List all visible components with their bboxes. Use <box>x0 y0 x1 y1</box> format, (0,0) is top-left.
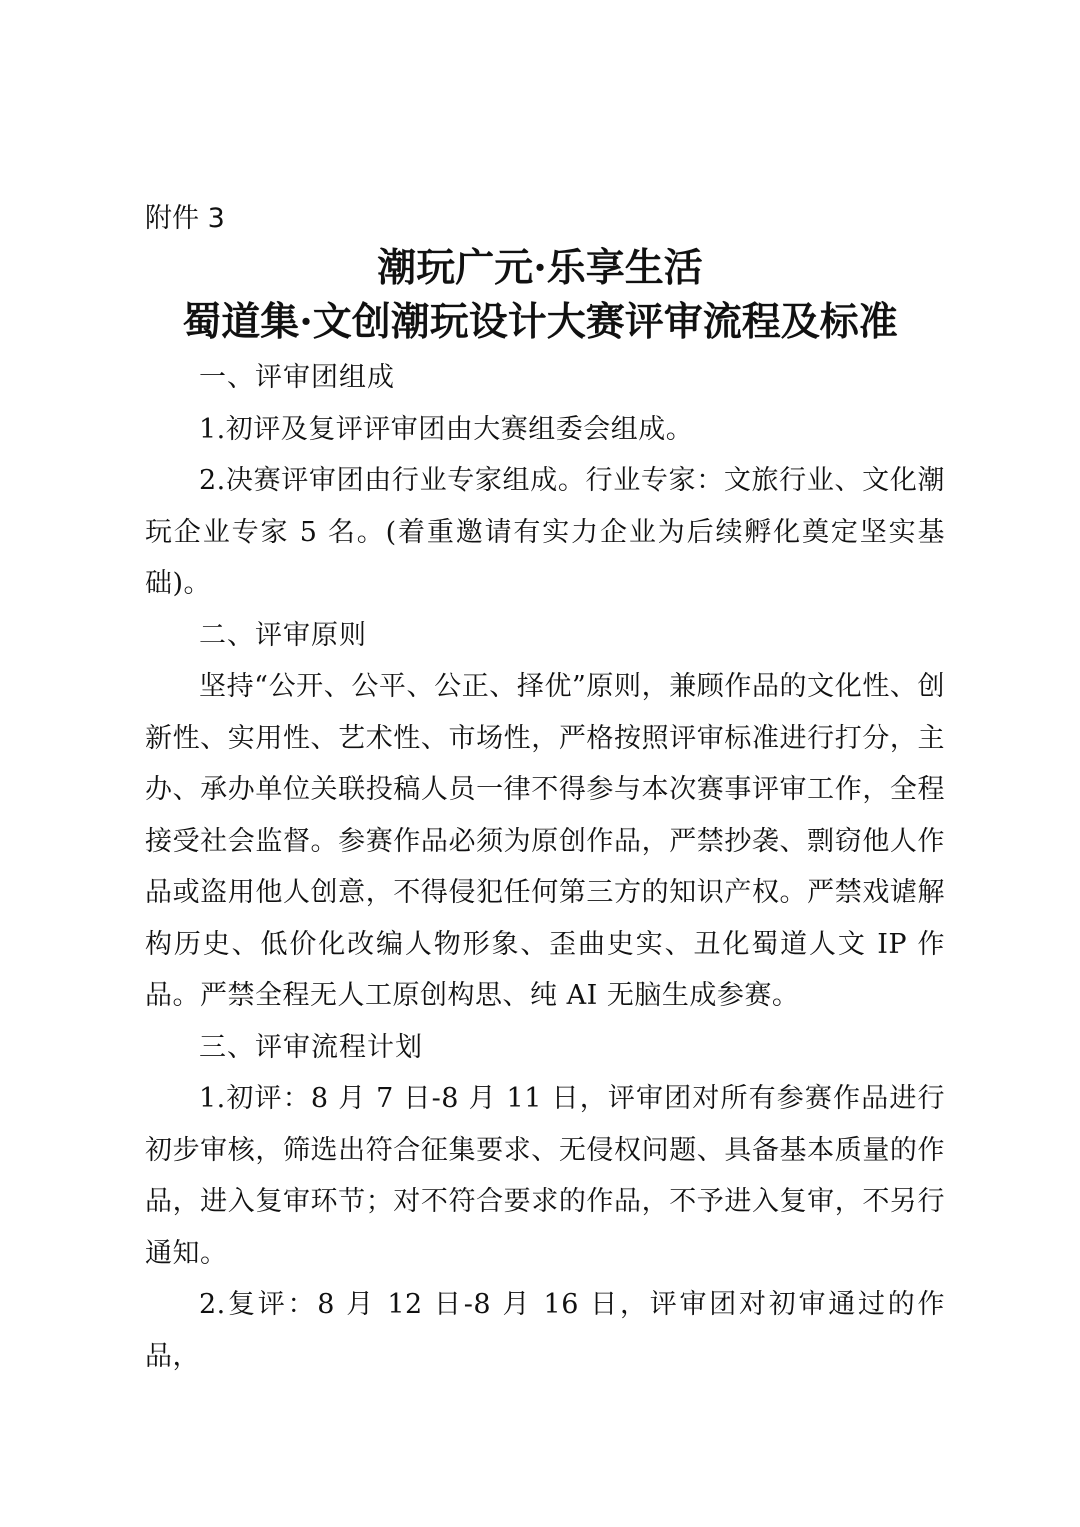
attachment-label: 附件 3 <box>145 203 225 234</box>
document-body <box>145 352 945 1382</box>
section-1-paragraph-1: 1.初评及复评评审团由大赛组委会组成。 <box>199 413 694 445</box>
title-line-2: 蜀道集·文创潮玩设计大赛评审流程及标准 <box>182 299 898 345</box>
section-1-heading: 一、评审团组成 <box>199 362 395 393</box>
section-1-paragraph-2: 2.决赛评审团由行业专家组成。行业专家：文旅行业、文化潮玩企业专家 5 名。(着重邀请有实力企业为后续孵化奠定坚实基础)。 <box>145 465 945 599</box>
section-3-paragraph-2: 2.复评：8 月 12 日-8 月 16 日，评审团对初审通过的作品， <box>145 1289 945 1372</box>
section-2-paragraph-1: 坚持“公开、公平、公正、择优”原则，兼顾作品的文化性、创新性、实用性、艺术性、市场性，严格按照评审标准进行打分，主办、承办单位关联投稿人员一律不得参与本次赛事评审工作，全程接受社会监督。参赛作品必须为原创作品，严禁抄袭、剽窃他人作品或盗用他人创意，不得侵犯任何第三方的知识产权。严禁戏谑解构历史、低价化改编人物形象、歪曲史实、丑化蜀道人文 IP 作品。严禁全程无人工原创构思、纯 AI 无脑生成参赛。 <box>145 671 945 1011</box>
title-line-1: 潮玩广元·乐享生活 <box>377 245 703 291</box>
section-3-paragraph-1: 1.初评：8 月 7 日-8 月 11 日，评审团对所有参赛作品进行初步审核，筛选出符合征集要求、无侵权问题、具备基本质量的作品，进入复审环节；对不符合要求的作品，不予进入复审，不另行通知。 <box>145 1083 945 1269</box>
section-3-heading: 三、评审流程计划 <box>199 1031 423 1063</box>
section-2-heading: 二、评审原则 <box>199 619 367 651</box>
